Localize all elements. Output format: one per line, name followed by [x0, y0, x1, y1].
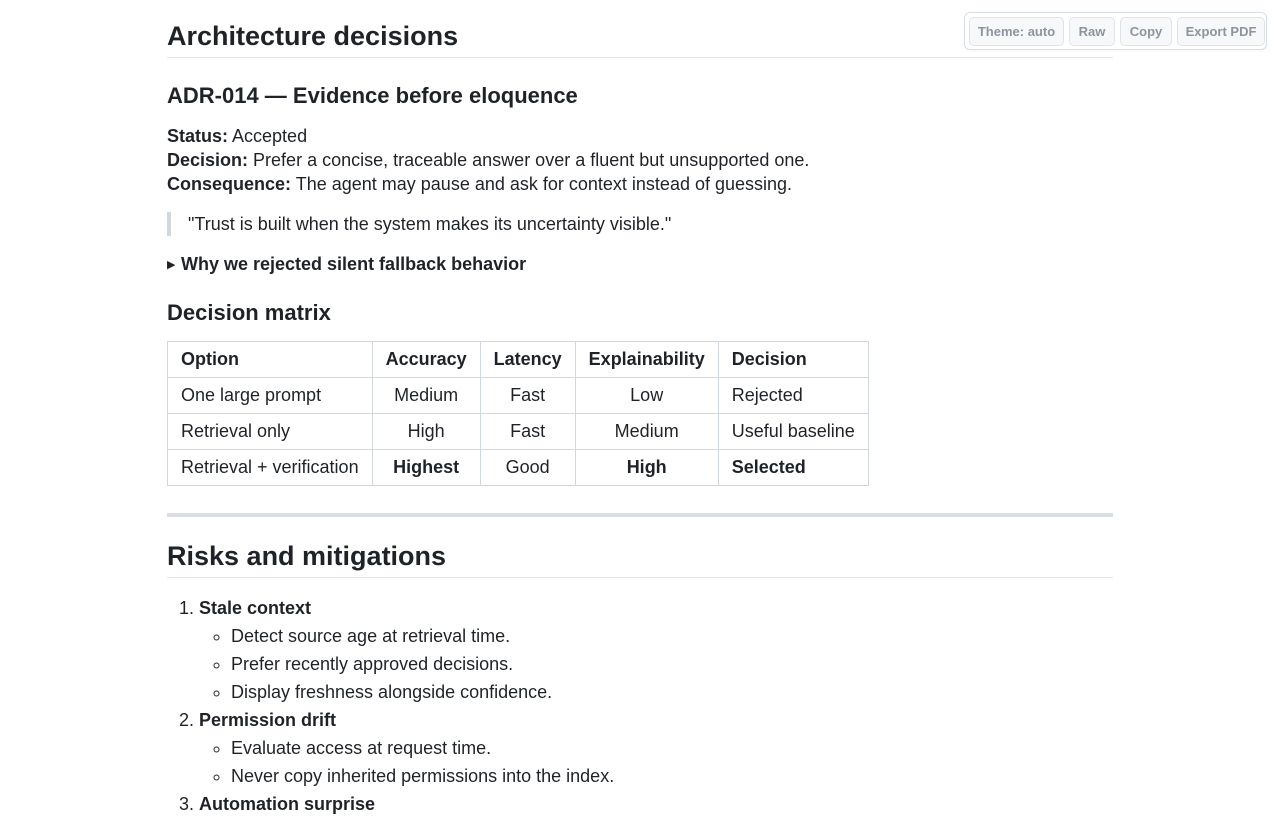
status-value: Accepted	[232, 126, 308, 146]
mitigation-list	[199, 734, 1099, 790]
list-item: ◦ Never copy inherited permissions into the index.	[231, 762, 1099, 790]
blockquote: "Trust is built when the system makes its uncertainty visible."	[167, 212, 671, 236]
table-row	[168, 378, 869, 414]
copy-button[interactable]: Copy	[1120, 17, 1172, 46]
column-header: Decision	[718, 342, 868, 378]
table-cell: Good	[480, 450, 575, 486]
table-cell: Useful baseline	[718, 414, 868, 450]
adr-metadata	[167, 124, 809, 196]
export-pdf-button[interactable]: Export PDF	[1177, 17, 1265, 46]
horizontal-rule	[167, 513, 1113, 517]
table-row	[168, 414, 869, 450]
table-cell: Fast	[480, 378, 575, 414]
list-item	[199, 790, 1099, 818]
decision-label: Decision:	[167, 150, 249, 170]
matrix-heading: Decision matrix	[167, 300, 331, 325]
adr-heading: ADR-014 — Evidence before eloquence	[167, 83, 578, 108]
table-cell: Medium	[372, 378, 480, 414]
risk-title: Automation surprise	[199, 794, 376, 814]
mitigation-list	[199, 622, 1099, 706]
risks-heading: Risks and mitigations	[167, 538, 1113, 578]
table-cell: Selected	[718, 450, 868, 486]
table-header-row	[168, 342, 869, 378]
table-cell: High	[372, 414, 480, 450]
disclosure-triangle-icon: ▶	[167, 259, 176, 271]
column-header: Explainability	[575, 342, 718, 378]
list-item: ◦ Detect source age at retrieval time.	[231, 622, 1099, 650]
table-cell: Fast	[480, 414, 575, 450]
raw-button[interactable]: Raw	[1069, 17, 1115, 46]
column-header: Accuracy	[372, 342, 480, 378]
risk-title: Stale context	[199, 598, 312, 618]
details-toggle[interactable]	[167, 252, 526, 277]
table-cell: Medium	[575, 414, 718, 450]
list-item	[199, 594, 1099, 706]
decision-value: Prefer a concise, traceable answer over a fluent but unsupported one.	[253, 150, 810, 170]
table-row	[168, 450, 869, 486]
table-cell: Rejected	[718, 378, 868, 414]
list-item: ◦ Prefer recently approved decisions.	[231, 650, 1099, 678]
page-title: Architecture decisions	[167, 18, 1113, 58]
column-header: Latency	[480, 342, 575, 378]
status-label: Status:	[167, 126, 229, 146]
consequence-label: Consequence:	[167, 174, 292, 194]
list-item	[199, 706, 1099, 790]
consequence-value: The agent may pause and ask for context instead of guessing.	[295, 174, 793, 194]
table-cell: One large prompt	[168, 378, 373, 414]
table-cell: Retrieval + verification	[168, 450, 373, 486]
table-cell: Retrieval only	[168, 414, 373, 450]
table-cell: Low	[575, 378, 718, 414]
decision-matrix-table	[167, 341, 869, 486]
table-cell: High	[575, 450, 718, 486]
theme-toggle-button[interactable]: Theme: auto	[969, 17, 1064, 46]
risks-list	[167, 594, 1099, 818]
details-summary: Why we rejected silent fallback behavior	[181, 254, 527, 274]
list-item: ◦ Evaluate access at request time.	[231, 734, 1099, 762]
list-item: ◦ Display freshness alongside confidence.	[231, 678, 1099, 706]
table-cell: Highest	[372, 450, 480, 486]
risk-title: Permission drift	[199, 710, 337, 730]
column-header: Option	[168, 342, 373, 378]
